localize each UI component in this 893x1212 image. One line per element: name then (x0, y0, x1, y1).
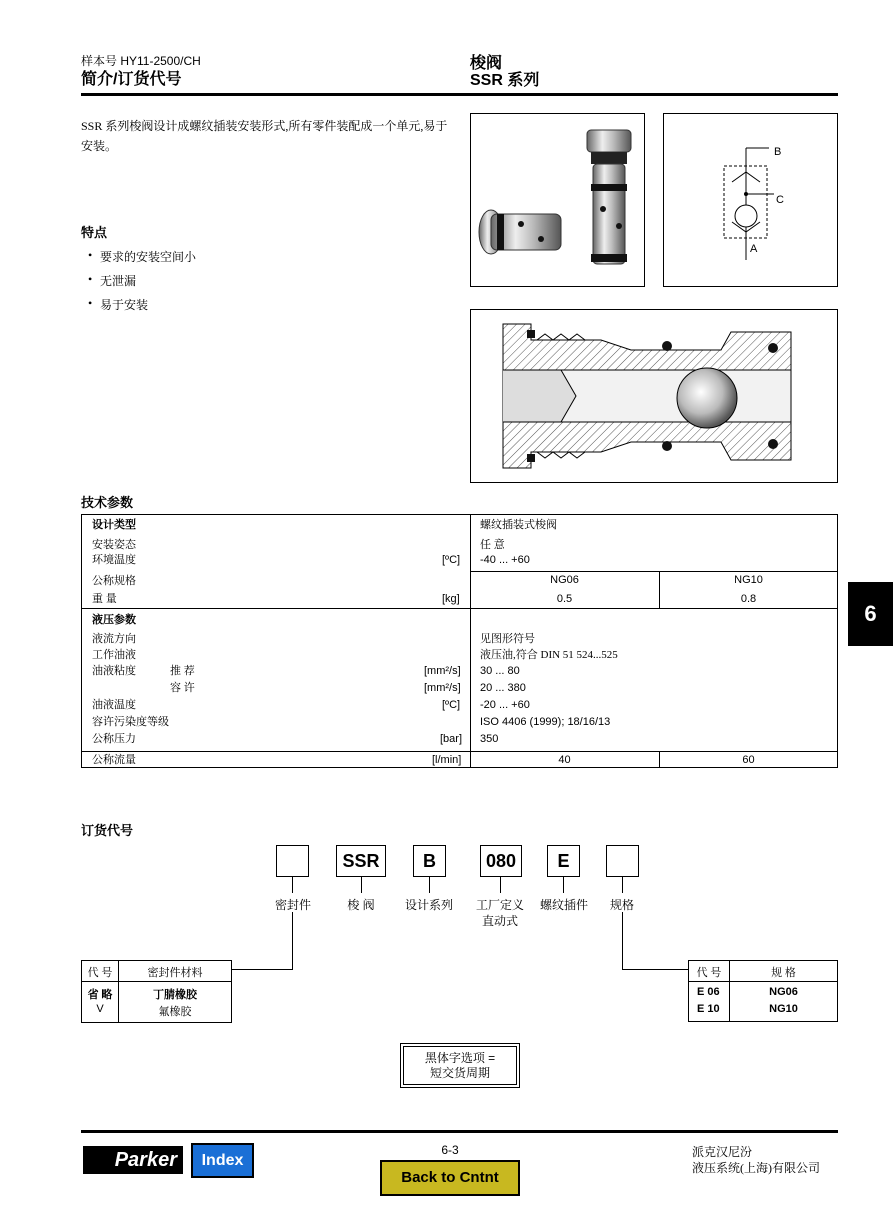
ordering-title: 订货代号 (81, 823, 134, 838)
note-box (400, 1043, 520, 1088)
seal-r2-desc: 氟橡胶 (158, 1006, 192, 1018)
seal-r2-code: V (96, 1003, 104, 1015)
visc-perm-unit: [mm²/s] (424, 682, 461, 694)
section-title: 简介/订货代号 (81, 71, 182, 88)
seal-header-desc: 密封件材料 (147, 967, 203, 979)
contam-label: 容许污染度等级 (92, 716, 169, 728)
feature-item: • 易于安装 (88, 296, 196, 320)
size-header-code: 代 号 (696, 967, 722, 979)
company-name: 派克汉尼汾 (692, 1145, 753, 1159)
order-box-080: 080 (480, 845, 522, 877)
fluid-temp-unit: [ºC] (442, 699, 461, 711)
design-type-label: 设计类型 (92, 519, 136, 531)
footer-rule (81, 1130, 838, 1133)
size-header-desc: 规 格 (771, 967, 796, 979)
order-box-size (606, 845, 639, 877)
seal-header-code: 代 号 (87, 967, 113, 979)
pressure-unit: [bar] (440, 733, 463, 745)
seal-r1-code: 省 略 (87, 989, 113, 1001)
port-a-label: A (750, 243, 758, 255)
note-line-2: 短交货周期 (429, 1066, 490, 1080)
label-cartridge: 螺纹插件 (539, 898, 588, 912)
visc-perm-label: 容 许 (170, 682, 195, 694)
order-box-e: E (547, 845, 580, 877)
size-table (688, 960, 838, 1022)
pressure-label: 公称压力 (92, 733, 136, 745)
size-r1-desc: NG06 (769, 986, 798, 998)
weight-ng06: 0.5 (556, 593, 573, 605)
flow-dir-value: 见图形符号 (480, 633, 535, 645)
series-title: SSR 系列 (470, 72, 540, 89)
flow-ng10: 60 (742, 754, 755, 766)
parker-logo: Parker (83, 1146, 183, 1174)
visc-perm-value: 20 ... 380 (480, 682, 526, 694)
visc-rec-label: 推 荐 (170, 665, 195, 677)
label-design-series: 设计系列 (404, 898, 453, 912)
ambient-label: 环境温度 (92, 554, 136, 566)
catalog-number: 样本号 HY11-2500/CH (81, 54, 201, 68)
visc-rec-unit: [mm²/s] (424, 665, 461, 677)
index-button[interactable]: Index (191, 1143, 254, 1178)
size-label: 公称规格 (92, 575, 136, 587)
spec-table (81, 514, 838, 768)
fluid-temp-label: 油液温度 (92, 699, 136, 711)
port-b-label: B (774, 146, 782, 158)
weight-ng10: 0.8 (740, 593, 757, 605)
features-list (88, 248, 196, 320)
header-rule (81, 93, 838, 96)
order-box-seal (276, 845, 309, 877)
weight-label: 重 量 (92, 593, 117, 605)
section-drawing (470, 309, 838, 483)
weight-unit: [kg] (442, 593, 460, 605)
size-r2-desc: NG10 (769, 1003, 798, 1015)
design-type-value: 螺纹插装式梭阀 (480, 519, 557, 531)
size-r2-code: E 10 (697, 1003, 720, 1015)
order-box-ssr: SSR (336, 845, 386, 877)
label-direct-acting: 直动式 (481, 914, 518, 928)
label-seal: 密封件 (274, 898, 311, 912)
mounting-value: 任 意 (480, 539, 505, 551)
fluid-value: 液压油,符合 DIN 51 524...525 (480, 649, 618, 661)
hydraulic-symbol (663, 113, 838, 287)
size-ng10: NG10 (734, 574, 763, 586)
seal-r1-desc: 丁腈橡胶 (153, 989, 197, 1001)
label-size: 规格 (609, 898, 634, 912)
port-c-label: C (776, 194, 784, 206)
size-r1-code: E 06 (697, 986, 720, 998)
flow-ng06: 40 (558, 754, 571, 766)
note-line-1: 黑体字选项 = (424, 1051, 496, 1065)
fluid-label: 工作油液 (92, 649, 136, 661)
ambient-unit: [ºC] (442, 554, 461, 566)
feature-item: • 无泄漏 (88, 272, 196, 296)
pressure-value: 350 (480, 733, 499, 745)
flow-unit: [l/min] (432, 754, 462, 766)
chapter-tab: 6 (848, 582, 893, 646)
size-ng06: NG06 (550, 574, 579, 586)
label-factory: 工厂定义 (475, 898, 524, 912)
seal-table (81, 960, 232, 1023)
company-subname: 液压系统(上海)有限公司 (692, 1161, 820, 1175)
hydraulic-label: 液压参数 (92, 614, 136, 626)
ambient-value: -40 ... +60 (480, 554, 530, 566)
product-photo (470, 113, 645, 287)
product-title: 梭阀 (470, 55, 503, 72)
feature-item: • 要求的安装空间小 (88, 248, 196, 272)
flow-dir-label: 液流方向 (92, 633, 136, 645)
label-shuttle: 梭 阀 (347, 898, 375, 912)
intro-text: SSR 系列梭阀设计成螺纹插装安装形式,所有零件装配成一个单元,易于安装。 (81, 119, 448, 153)
back-to-content-button[interactable]: Back to Cntnt (380, 1160, 520, 1196)
contam-value: ISO 4406 (1999); 18/16/13 (480, 716, 611, 728)
specs-title: 技术参数 (81, 495, 134, 510)
page-number: 6-3 (441, 1143, 459, 1157)
order-box-b: B (413, 845, 446, 877)
fluid-temp-value: -20 ... +60 (480, 699, 530, 711)
viscosity-label: 油液粘度 (92, 665, 136, 677)
visc-rec-value: 30 ... 80 (480, 665, 520, 677)
flow-label: 公称流量 (92, 754, 136, 766)
mounting-label: 安装姿态 (92, 539, 136, 551)
features-title: 特点 (81, 225, 108, 240)
